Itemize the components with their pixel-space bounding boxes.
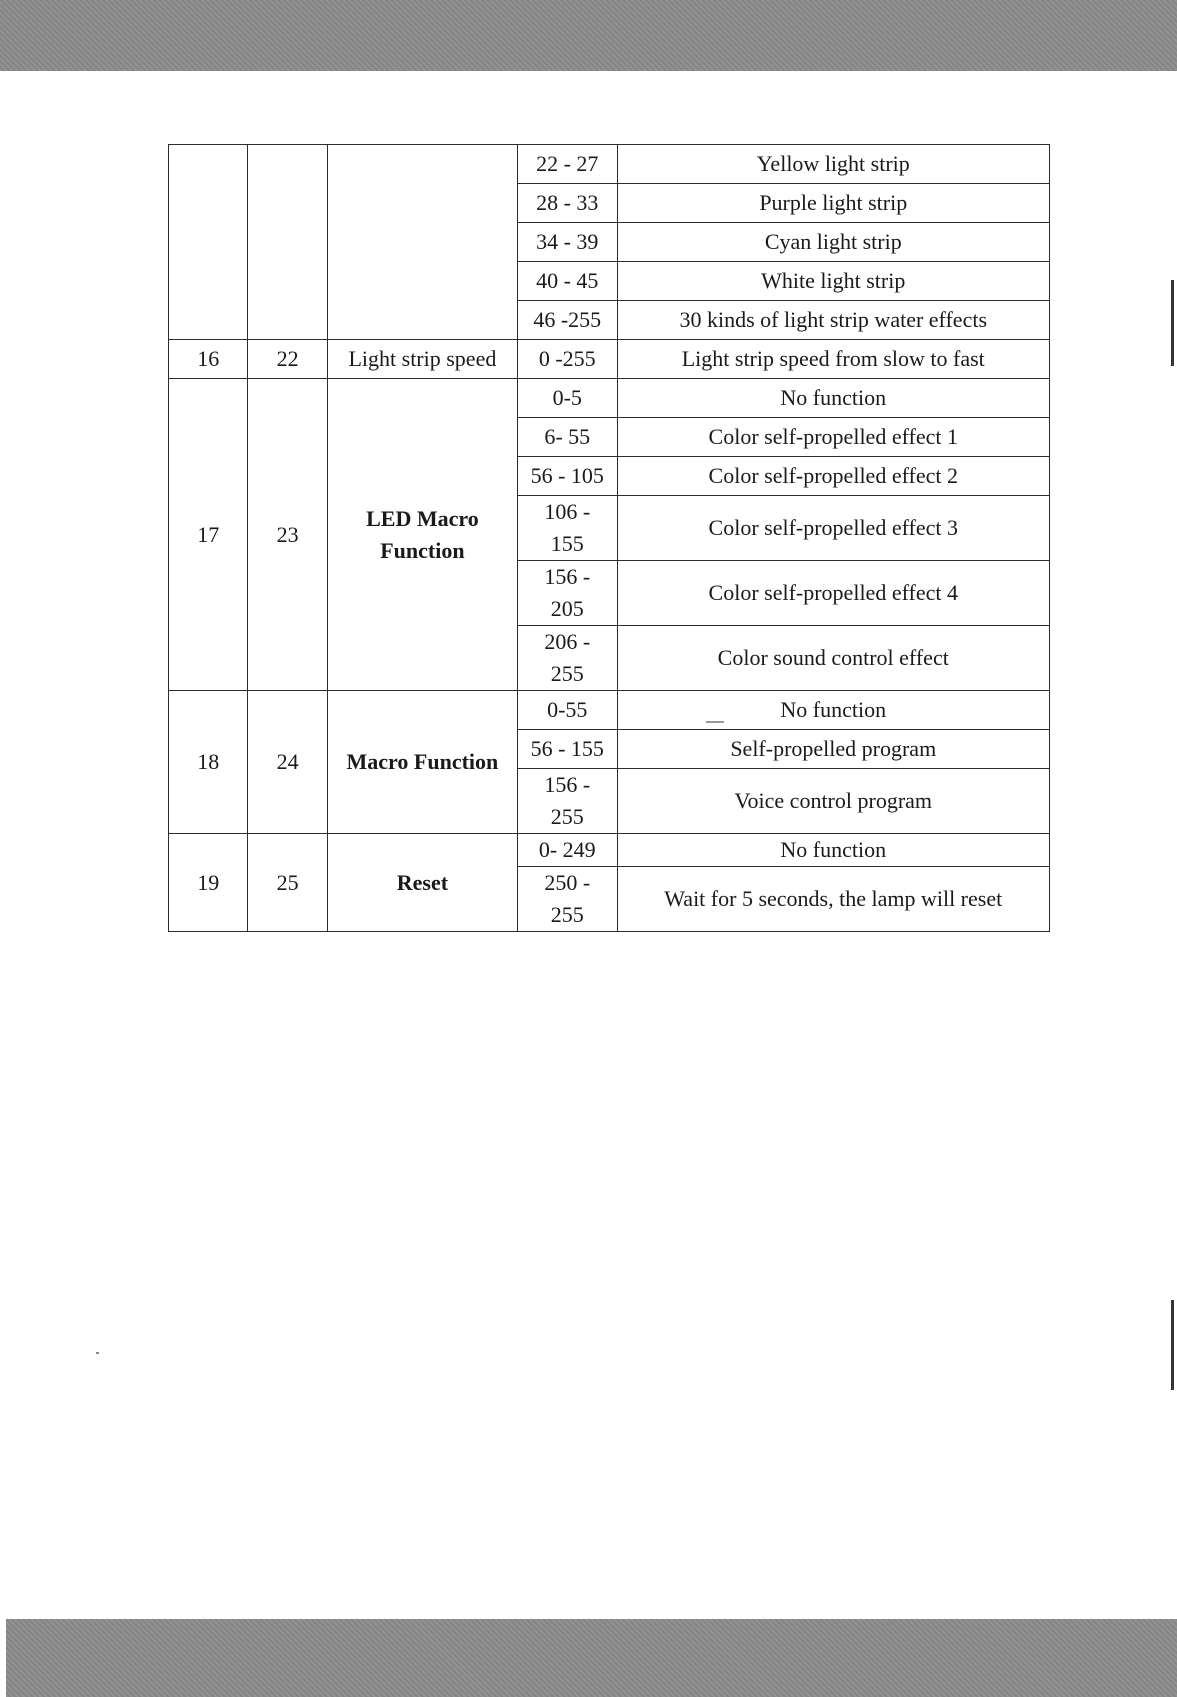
channel-alt-cell: 24: [248, 691, 327, 834]
description-cell: Wait for 5 seconds, the lamp will reset: [617, 867, 1049, 932]
dmx-channel-table: [168, 144, 1050, 932]
value-cell: 156 - 205: [517, 561, 617, 626]
description-cell: Cyan light strip: [617, 223, 1049, 262]
description-cell: Self-propelled program: [617, 730, 1049, 769]
value-cell: 22 - 27: [517, 145, 617, 184]
value-cell: 156 - 255: [517, 769, 617, 834]
value-cell: 56 - 105: [517, 457, 617, 496]
value-cell: 0 -255: [517, 340, 617, 379]
function-cell: Reset: [327, 834, 517, 932]
description-cell: Color self-propelled effect 1: [617, 418, 1049, 457]
description-cell: No function: [617, 691, 1049, 730]
channel-alt-cell: 22: [248, 340, 327, 379]
description-cell: Yellow light strip: [617, 145, 1049, 184]
description-cell: Voice control program: [617, 769, 1049, 834]
table-row: [169, 145, 1050, 184]
channel-cell: 17: [169, 379, 248, 691]
function-cell: Macro Function: [327, 691, 517, 834]
channel-cell: 16: [169, 340, 248, 379]
channel-cell: [169, 145, 248, 340]
description-cell: No function: [617, 379, 1049, 418]
description-cell: 30 kinds of light strip water effects: [617, 301, 1049, 340]
scan-bottom-band: [6, 1619, 1177, 1697]
binding-mark: [1171, 280, 1174, 366]
value-cell: 0-55: [517, 691, 617, 730]
value-cell: 0-5: [517, 379, 617, 418]
description-cell: Color sound control effect: [617, 626, 1049, 691]
scan-speck: [96, 1352, 99, 1354]
value-cell: 106 - 155: [517, 496, 617, 561]
function-cell: Light strip speed: [327, 340, 517, 379]
value-cell: 250 - 255: [517, 867, 617, 932]
channel-alt-cell: 23: [248, 379, 327, 691]
value-cell: 206 - 255: [517, 626, 617, 691]
value-cell: 6- 55: [517, 418, 617, 457]
function-cell: LED Macro Function: [327, 379, 517, 691]
table-row: [169, 340, 1050, 379]
table-row: [169, 379, 1050, 418]
scan-top-band: [0, 0, 1177, 71]
value-cell: 0- 249: [517, 834, 617, 867]
value-cell: 40 - 45: [517, 262, 617, 301]
channel-cell: 19: [169, 834, 248, 932]
channel-cell: 18: [169, 691, 248, 834]
table-row: [169, 834, 1050, 867]
description-cell: Color self-propelled effect 4: [617, 561, 1049, 626]
description-cell: Light strip speed from slow to fast: [617, 340, 1049, 379]
value-cell: 28 - 33: [517, 184, 617, 223]
description-cell: Color self-propelled effect 3: [617, 496, 1049, 561]
function-cell: [327, 145, 517, 340]
value-cell: 46 -255: [517, 301, 617, 340]
description-cell: White light strip: [617, 262, 1049, 301]
description-cell: Color self-propelled effect 2: [617, 457, 1049, 496]
description-cell: Purple light strip: [617, 184, 1049, 223]
channel-alt-cell: 25: [248, 834, 327, 932]
binding-mark: [1171, 1300, 1174, 1390]
channel-alt-cell: [248, 145, 327, 340]
table-row: [169, 691, 1050, 730]
description-cell: No function: [617, 834, 1049, 867]
value-cell: 34 - 39: [517, 223, 617, 262]
value-cell: 56 - 155: [517, 730, 617, 769]
